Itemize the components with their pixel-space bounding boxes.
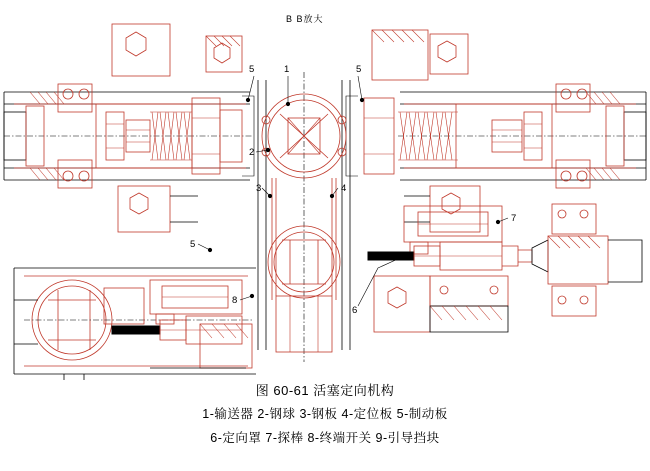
callout-6: 5	[190, 239, 196, 250]
left-conveyor-assembly	[4, 24, 254, 232]
center-orienting-hood	[258, 72, 350, 362]
callout-1: 1	[284, 64, 290, 75]
callout-4: 4	[341, 183, 347, 194]
callout-7: 6	[352, 305, 358, 316]
detail-view-bb	[14, 268, 256, 380]
callout-9: 8	[232, 295, 238, 306]
probe-limit-switch-assembly	[368, 204, 642, 332]
callout-numbers	[190, 64, 516, 316]
figure-caption-title: 图 60-61 活塞定向机构	[255, 383, 395, 398]
callout-5-right: 5	[356, 64, 362, 75]
callout-2: 2	[249, 147, 255, 158]
callout-leaders	[198, 76, 508, 306]
figure-caption-line2: 1-输送器 2-钢球 3-钢板 4-定位板 5-制动板	[202, 407, 448, 421]
callout-5-left: 5	[249, 64, 255, 75]
callout-3: 3	[256, 183, 262, 194]
detail-view-label: B B放大	[286, 14, 324, 24]
figure-caption-line3: 6-定向罩 7-探棒 8-终端开关 9-引导挡块	[210, 431, 440, 445]
callout-8: 7	[511, 213, 517, 224]
right-conveyor-assembly	[346, 30, 646, 232]
